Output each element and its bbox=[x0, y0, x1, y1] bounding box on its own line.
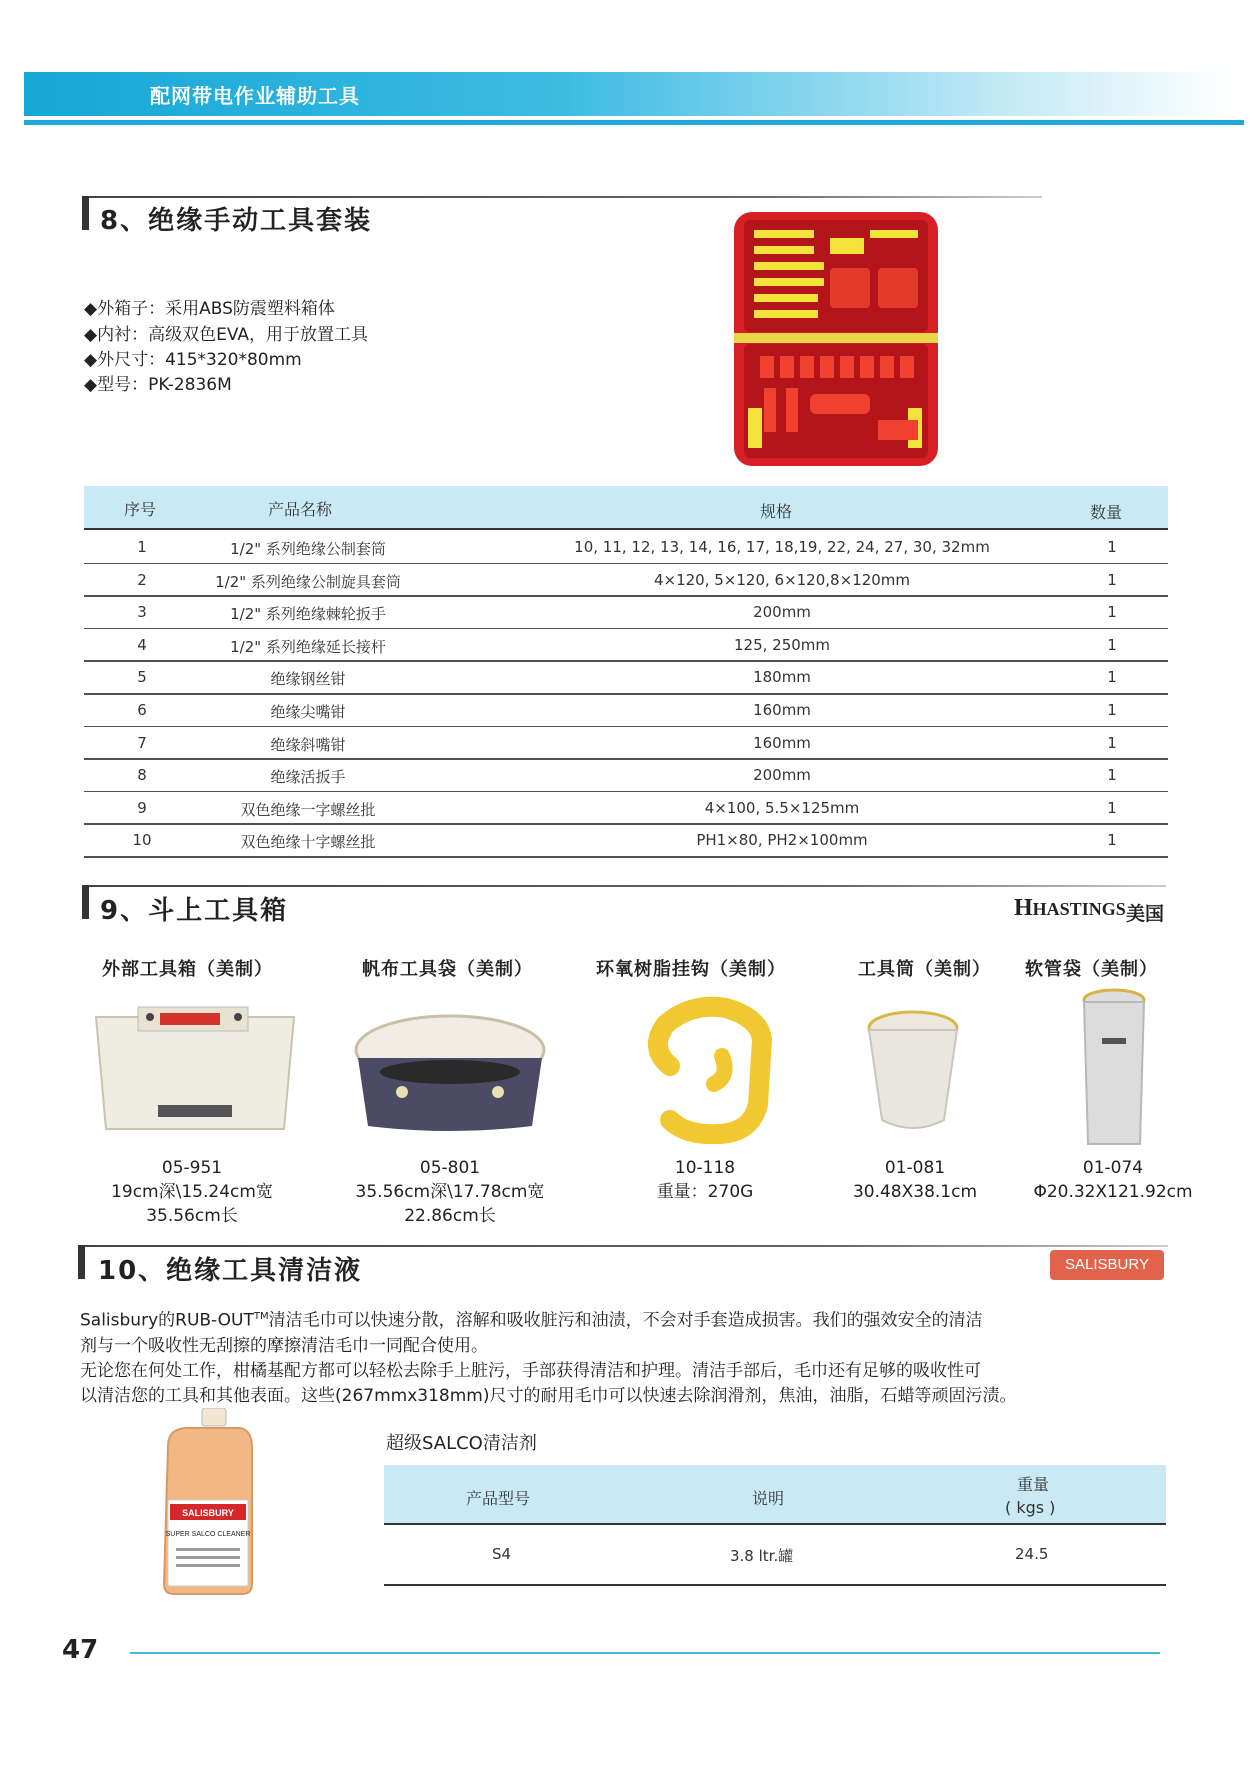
tool-bucket-image bbox=[858, 1002, 968, 1136]
section-8-rule bbox=[82, 196, 1042, 198]
table-8-cell-index: 4 bbox=[137, 635, 147, 654]
table-8-cell-spec: 125, 250mm bbox=[733, 635, 831, 654]
salco-col-model: 产品型号 bbox=[466, 1489, 531, 1508]
product-2-caption bbox=[330, 1156, 570, 1228]
product-1-title: 外部工具箱（美制） bbox=[102, 959, 273, 980]
salco-col-weight: 重量 bbox=[1017, 1475, 1050, 1494]
table-8-cell-qty: 1 bbox=[1107, 635, 1117, 654]
table-8-cell-name: 绝缘斜嘴钳 bbox=[270, 735, 346, 754]
table-8-cell-spec: 200mm bbox=[753, 766, 811, 785]
hastings-brand: HASTINGS bbox=[1032, 899, 1126, 919]
table-8-row-line bbox=[84, 791, 1168, 793]
table-8-cell-index: 5 bbox=[137, 668, 147, 687]
table-8-cell-name: 绝缘活扳手 bbox=[270, 768, 346, 787]
resin-hook-image bbox=[630, 996, 780, 1144]
bullet-lining: ◆内衬：高级双色EVA，用于放置工具 bbox=[84, 325, 368, 345]
salco-cell-desc: 3.8 ltr.罐 bbox=[730, 1547, 794, 1565]
bottle-product-text: SUPER SALCO CLEANER bbox=[165, 1531, 251, 1538]
paragraph-2-line-1: 无论您在何处工作，柑橘基配方都可以轻松去除手上脏污，手部获得清洁和护理。清洁手部后，毛巾还有足够的吸收性可 bbox=[80, 1360, 981, 1381]
salco-table-bottom-line bbox=[384, 1584, 1166, 1586]
section-10-marker bbox=[78, 1245, 85, 1279]
bottle-brand-text: SALISBURY bbox=[182, 1508, 234, 1518]
table-8-row-line bbox=[84, 856, 1168, 858]
table-8-cell-spec: 4×120, 5×120, 6×120,8×120mm bbox=[653, 570, 911, 589]
table-8-header bbox=[84, 486, 1168, 528]
table-8-cell-name: 1/2" 系列绝缘延长接杆 bbox=[230, 637, 386, 656]
table-8-cell-index: 9 bbox=[137, 798, 147, 817]
table-8-row-line bbox=[84, 595, 1168, 597]
table-8-cell-qty: 1 bbox=[1107, 538, 1117, 556]
table-8-col-index: 序号 bbox=[124, 500, 157, 519]
hastings-country: 美国 bbox=[1126, 903, 1165, 925]
salco-table-title: 超级SALCO清洁剂 bbox=[386, 1433, 537, 1454]
table-8-cell-qty: 1 bbox=[1107, 798, 1117, 817]
table-8-col-qty: 数量 bbox=[1090, 503, 1123, 522]
product-2-length: 22.86cm长 bbox=[404, 1206, 496, 1226]
table-8-cell-qty: 1 bbox=[1107, 701, 1117, 719]
bullet-size: ◆外尺寸：415*320*80mm bbox=[84, 350, 302, 370]
product-5-title: 软管袋（美制） bbox=[1025, 959, 1158, 980]
table-8-cell-spec: 160mm bbox=[753, 701, 811, 719]
section-10-paragraph-1 bbox=[80, 1304, 1200, 1409]
table-8-cell-name: 双色绝缘一字螺丝批 bbox=[240, 800, 376, 819]
product-1-caption bbox=[82, 1156, 302, 1228]
table-8-cell-qty: 1 bbox=[1107, 831, 1117, 850]
footer-line bbox=[130, 1652, 1160, 1654]
product-4-title: 工具筒（美制） bbox=[858, 959, 991, 980]
salisbury-badge: SALISBURY bbox=[1050, 1250, 1164, 1280]
table-8-col-spec: 规格 bbox=[760, 502, 793, 521]
salco-cell-weight: 24.5 bbox=[1015, 1545, 1049, 1563]
product-2-title: 帆布工具袋（美制） bbox=[362, 959, 533, 980]
table-8-cell-spec: PH1×80, PH2×100mm bbox=[696, 831, 868, 850]
header-underline bbox=[24, 120, 1244, 125]
table-8-row-line bbox=[84, 693, 1168, 695]
table-8-cell-index: 10 bbox=[132, 831, 152, 850]
product-4-code: 01-081 bbox=[884, 1158, 946, 1178]
outer-toolbox-image bbox=[88, 1005, 302, 1137]
section-10-rule bbox=[78, 1245, 1168, 1247]
table-8-cell-qty: 1 bbox=[1107, 733, 1117, 752]
product-5-dims: Φ20.32X121.92cm bbox=[1033, 1182, 1193, 1202]
product-4-dims: 30.48X38.1cm bbox=[852, 1182, 978, 1202]
table-8-cell-qty: 1 bbox=[1107, 603, 1117, 622]
product-1-code: 05-951 bbox=[161, 1158, 223, 1178]
table-8-row-line bbox=[84, 823, 1168, 825]
hose-bag-image bbox=[1066, 984, 1162, 1150]
paragraph-1-line-1 bbox=[80, 1304, 1200, 1334]
table-8-row-line bbox=[84, 758, 1168, 760]
table-8-cell-qty: 1 bbox=[1107, 766, 1117, 785]
section-9-marker bbox=[82, 885, 89, 919]
table-8-row-line bbox=[84, 726, 1168, 728]
table-8-cell-index: 2 bbox=[137, 570, 147, 589]
hastings-logo bbox=[1014, 895, 1126, 922]
table-8-cell-index: 7 bbox=[137, 733, 147, 752]
table-8-cell-name: 双色绝缘十字螺丝批 bbox=[240, 833, 376, 852]
bullet-case: ◆外箱子：采用ABS防震塑料箱体 bbox=[84, 299, 335, 319]
salco-bottle-image bbox=[158, 1408, 258, 1596]
table-8-cell-name: 1/2" 系列绝缘公制套筒 bbox=[230, 540, 386, 558]
table-8-cell-qty: 1 bbox=[1107, 570, 1117, 589]
table-8-row-line bbox=[84, 628, 1168, 630]
product-1-length: 35.56cm长 bbox=[146, 1206, 238, 1226]
product-5-code: 01-074 bbox=[1082, 1158, 1144, 1178]
toolkit-case-image bbox=[730, 208, 942, 470]
product-2-code: 05-801 bbox=[419, 1158, 481, 1178]
salco-col-unit: ( kgs ) bbox=[1005, 1498, 1056, 1517]
section-10-title: 10、绝缘工具清洁液 bbox=[98, 1256, 363, 1286]
page-number: 47 bbox=[62, 1635, 99, 1665]
table-8-cell-index: 6 bbox=[137, 701, 147, 719]
product-3-title: 环氧树脂挂钩（美制） bbox=[596, 959, 786, 980]
table-8-cell-name: 绝缘钢丝钳 bbox=[270, 670, 346, 689]
section-9-rule bbox=[82, 885, 1166, 887]
canvas-bag-image bbox=[350, 1010, 550, 1134]
table-8-cell-name: 1/2" 系列绝缘棘轮扳手 bbox=[230, 605, 386, 624]
table-8-cell-spec: 10, 11, 12, 13, 14, 16, 17, 18,19, 22, 24, 27, 30, 32mm bbox=[574, 538, 990, 556]
table-8-cell-index: 3 bbox=[137, 603, 147, 622]
table-8-row-line bbox=[84, 563, 1168, 565]
header-title: 配网带电作业辅助工具 bbox=[150, 84, 360, 108]
rubout-prefix: Salisbury的RUB-OUT bbox=[80, 1310, 254, 1331]
product-3-code: 10-118 bbox=[674, 1158, 736, 1178]
product-3-weight: 重量：270G bbox=[656, 1182, 754, 1202]
table-8-col-name: 产品名称 bbox=[268, 500, 333, 519]
product-5-caption bbox=[1018, 1156, 1208, 1204]
paragraph-1-line-2: 剂与一个吸收性无刮擦的摩擦清洁毛巾一同配合使用。 bbox=[80, 1335, 488, 1356]
table-8-cell-index: 1 bbox=[137, 538, 147, 556]
table-8-cell-spec: 4×100, 5.5×125mm bbox=[704, 798, 860, 817]
salco-col-desc: 说明 bbox=[752, 1489, 785, 1508]
product-3-caption bbox=[610, 1156, 800, 1204]
salco-table-header-line bbox=[384, 1523, 1166, 1525]
product-4-caption bbox=[830, 1156, 1000, 1204]
table-8-cell-spec: 200mm bbox=[753, 603, 811, 622]
section-8-title: 8、绝缘手动工具套装 bbox=[100, 206, 373, 236]
table-8-cell-name: 1/2" 系列绝缘公制旋具套筒 bbox=[215, 572, 401, 591]
table-8-cell-name: 绝缘尖嘴钳 bbox=[270, 703, 346, 721]
table-8-cell-spec: 180mm bbox=[753, 668, 811, 687]
product-1-dims: 19cm深\15.24cm宽 bbox=[111, 1182, 273, 1202]
table-8-header-line bbox=[84, 528, 1168, 530]
rubout-suffix: 清洁毛巾可以快速分散，溶解和吸收脏污和油渍，不会对手套造成损害。我们的强效安全的清洁 bbox=[268, 1310, 983, 1331]
table-8-cell-index: 8 bbox=[137, 766, 147, 785]
product-2-dims: 35.56cm深\17.78cm宽 bbox=[355, 1182, 545, 1202]
trademark: TM bbox=[253, 1311, 269, 1322]
hastings-h-icon: H bbox=[1014, 895, 1033, 921]
bullet-model: ◆型号：PK-2836M bbox=[84, 375, 232, 395]
table-8-cell-qty: 1 bbox=[1107, 668, 1117, 687]
table-8-row-line bbox=[84, 660, 1168, 662]
section-8-marker bbox=[82, 196, 89, 230]
salco-cell-model: S4 bbox=[492, 1545, 512, 1563]
paragraph-2-line-2: 以清洁您的工具和其他表面。这些(267mmx318mm)尺寸的耐用毛巾可以快速去除润滑剂，焦油，油脂，石蜡等顽固污渍。 bbox=[80, 1385, 1017, 1406]
table-8-cell-spec: 160mm bbox=[753, 733, 811, 752]
section-9-title: 9、斗上工具箱 bbox=[100, 896, 289, 926]
